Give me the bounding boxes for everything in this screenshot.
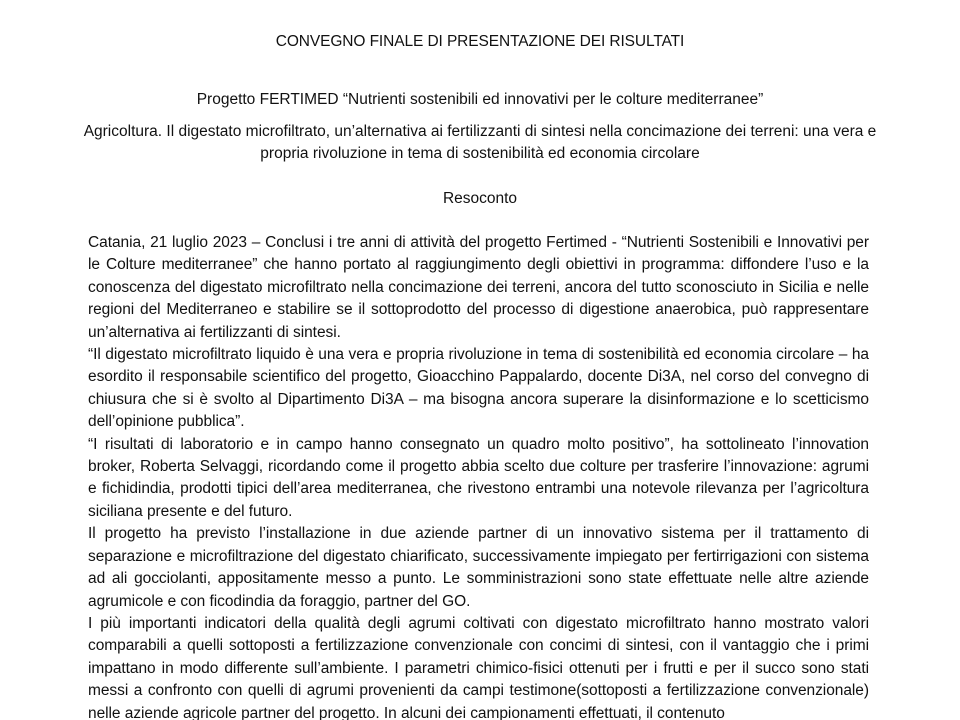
paragraph: I più importanti indicatori della qualità degli agrumi coltivati con digestato microfiltrato hanno mostrato valori comparabili a quelli sottoposti a fertilizzazione convenzionale con concimi di sintesi, con il vantaggio che i primi impattano in modo differente sull’ambiente. I parametri chimico-fisici ottenuti per i frutti e per il succo sono stati messi a confronto con quelli di agrumi provenienti da campi testimone(sottoposti a fertilizzazione convenzionale) nelle aziende agricole partner del progetto. In alcuni dei campionamenti effettuati, il contenuto: [88, 614, 869, 720]
report-heading: Resoconto: [442, 190, 518, 207]
document-subtitle: Agricoltura. Il digestato microfiltrato, un’alternativa ai fertilizzanti di sintesi nella concimazione dei terreni: una vera e propria rivoluzione in tema di sostenibilità ed economia circolare: [83, 123, 877, 162]
paragraph: “I risultati di laboratorio e in campo hanno consegnato un quadro molto positivo”, ha sottolineato l’innovation broker, Roberta Selvaggi, ricordando come il progetto abbia scelto due colture per trasferire l’innovazione: agrumi e fichidindia, prodotti tipici dell’area mediterranea, che rivestono entrambi una notevole rilevanza per l’agricoltura siciliana presente e del futuro.: [88, 435, 869, 520]
paragraph: “Il digestato microfiltrato liquido è una vera e propria rivoluzione in tema di sostenibilità ed economia circolare – ha esordito il responsabile scientifico del progetto, Gioacchino Pappalardo, docente Di3A, nel corso del convegno di chiusura che si è svolto al Dipartimento Di3A – ma bisogna ancora superare la disinformazione e lo scetticismo dell’opinione pubblica”.: [88, 346, 869, 431]
document-body: [88, 232, 869, 720]
paragraph: Catania, 21 luglio 2023 – Conclusi i tre anni di attività del progetto Fertimed - “Nutrienti Sostenibili e Innovativi per le Colture mediterranee” che hanno portato al raggiungimento degli obiettivi in programma: diffondere l’uso e la conoscenza del digestato microfiltrato nella concimazione dei terreni, ancora del tutto sconosciuto in Sicilia e nelle regioni del Mediterraneo e stabilire se il sottoprodotto del processo di digestione anaerobica, può rappresentare un’alternativa ai fertilizzanti di sintesi.: [88, 234, 869, 341]
document-title: CONVEGNO FINALE DI PRESENTAZIONE DEI RISULTATI: [275, 33, 685, 50]
project-title: Progetto FERTIMED “Nutrienti sostenibili ed innovativi per le colture mediterranee”: [196, 91, 764, 108]
paragraph: Il progetto ha previsto l’installazione in due aziende partner di un innovativo sistema per il trattamento di separazione e microfiltrazione del digestato chiarificato, successivamente impiegato per fertirrigazioni con sistema ad ali gocciolanti, appositamente messo a punto. Le somministrazioni sono state effettuate nelle altre aziende agrumicole e con ficodindia da foraggio, partner del GO.: [88, 525, 869, 610]
